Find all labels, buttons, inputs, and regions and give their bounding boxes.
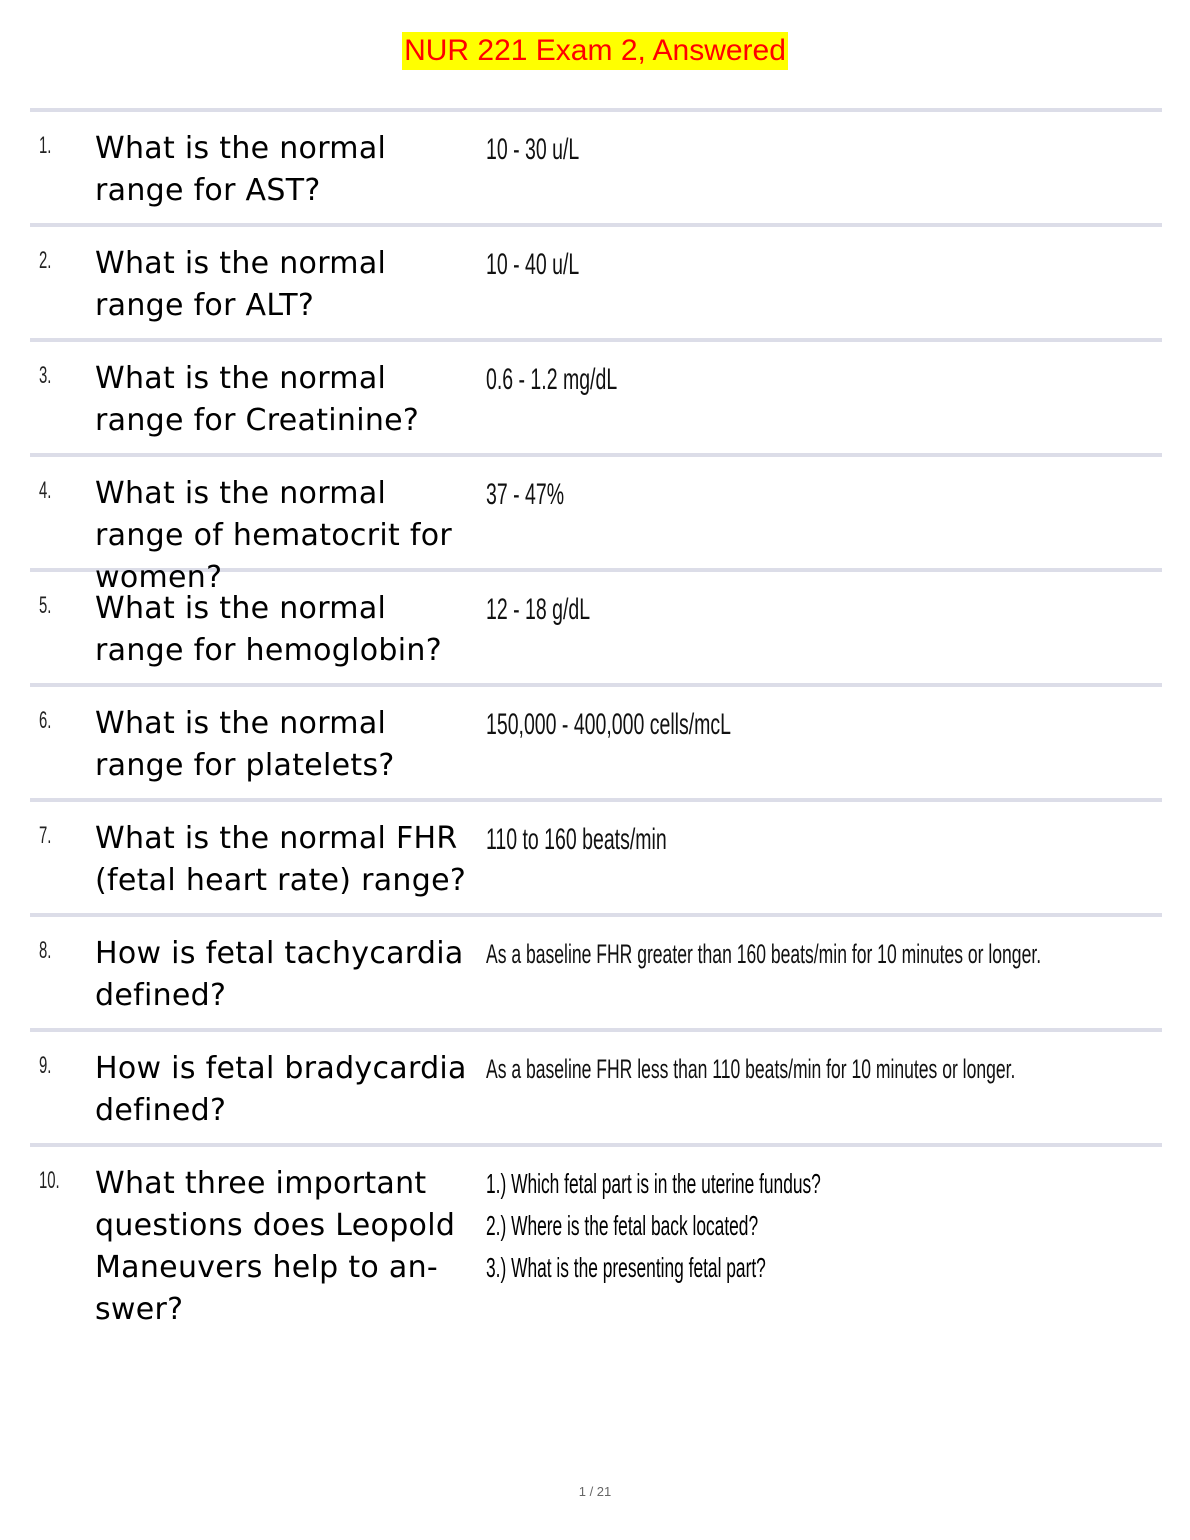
flashcard-list: [30, 108, 1162, 1347]
flashcard: [30, 342, 1162, 457]
card-number: 10.: [39, 1167, 60, 1194]
list-item: 3.) What is the presenting fetal part?: [486, 1252, 766, 1283]
card-number: 8.: [39, 937, 52, 964]
card-definition: 10 - 40 u/L: [486, 248, 580, 281]
flashcard: [30, 802, 1162, 917]
card-term: What is the normal range for Creatinine?: [95, 361, 420, 438]
flashcard: [30, 227, 1162, 342]
card-definition: As a baseline FHR greater than 160 beats/min for 10 minutes or longer.: [486, 939, 1042, 969]
card-definition: 150,000 - 400,000 cells/mcL: [486, 708, 731, 741]
document-title: NUR 221 Exam 2, Answered: [402, 32, 788, 70]
flashcard: [30, 457, 1162, 595]
flashcard: [30, 1032, 1162, 1147]
page-number: 1 / 21: [578, 1484, 612, 1499]
card-number: 1.: [39, 132, 52, 159]
card-term: What is the normal range for platelets?: [95, 706, 395, 783]
card-term: How is fetal tachycardia defined?: [95, 936, 464, 1013]
card-number: 3.: [39, 362, 52, 389]
card-definition-list: [486, 1163, 1106, 1289]
card-term: What is the normal FHR (fetal heart rate) range?: [95, 821, 467, 898]
card-definition: 12 - 18 g/dL: [486, 593, 591, 626]
card-term: What is the normal range of hematocrit for women?: [95, 476, 453, 595]
card-number: 6.: [39, 707, 52, 734]
card-number: 5.: [39, 592, 52, 619]
card-definition: 0.6 - 1.2 mg/dL: [486, 363, 618, 396]
card-definition: 10 - 30 u/L: [486, 133, 580, 166]
flashcard: [30, 572, 1162, 687]
flashcard: [30, 687, 1162, 802]
card-term: What is the normal range for ALT?: [95, 246, 387, 323]
card-term: What is the normal range for AST?: [95, 131, 387, 208]
card-definition: 110 to 160 beats/min: [486, 823, 667, 856]
card-definition: As a baseline FHR less than 110 beats/min for 10 minutes or longer.: [486, 1054, 1016, 1084]
card-term: What is the normal range for hemoglobin?: [95, 591, 442, 668]
card-term: What three important questions does Leopold Maneuvers help to an- swer?: [95, 1166, 456, 1327]
card-number: 4.: [39, 477, 52, 504]
card-definition: 37 - 47%: [486, 478, 565, 511]
list-item: 2.) Where is the fetal back located?: [486, 1210, 759, 1241]
flashcard: [30, 917, 1162, 1032]
flashcard: [30, 1147, 1162, 1347]
flashcard: [30, 112, 1162, 227]
card-number: 2.: [39, 247, 52, 274]
card-number: 9.: [39, 1052, 52, 1079]
card-number: 7.: [39, 822, 52, 849]
title-wrapper: [0, 32, 1190, 70]
card-term: How is fetal bradycardia defined?: [95, 1051, 467, 1128]
list-item: 1.) Which fetal part is in the uterine fundus?: [486, 1168, 821, 1199]
